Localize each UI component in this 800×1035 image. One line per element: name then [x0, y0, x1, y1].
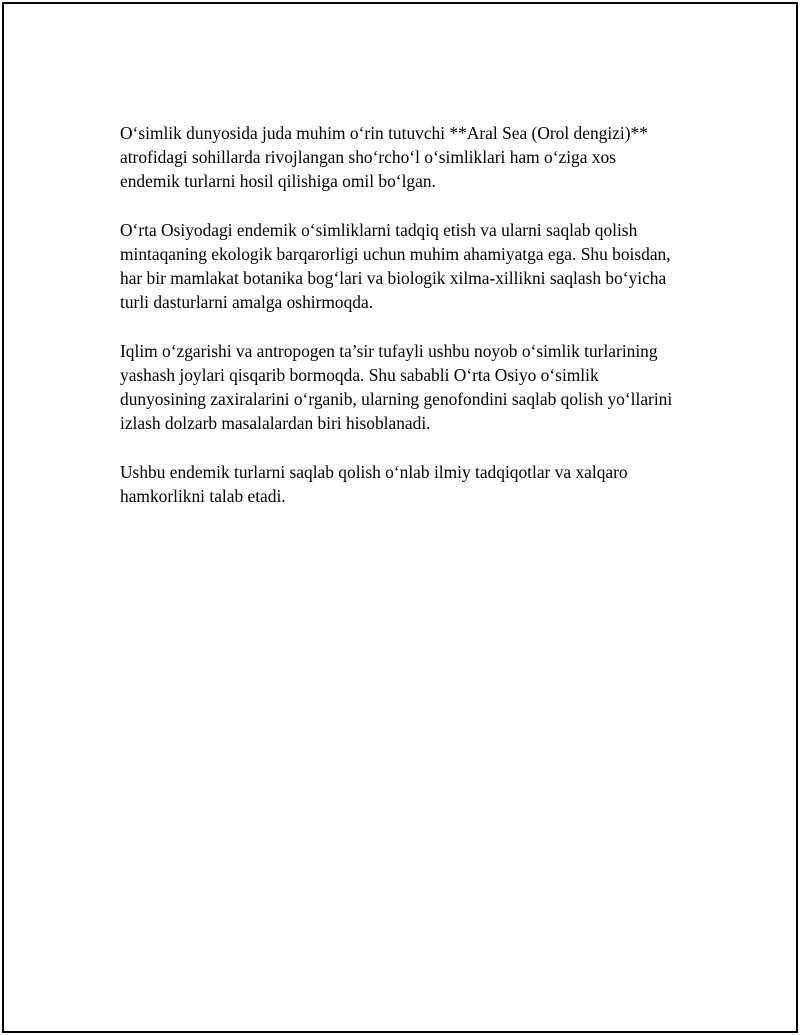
paragraph-3: Iqlim o‘zgarishi va antropogen ta’sir tufayli ushbu noyob o‘simlik turlarining yashash joylari qisqarib bormoqda. Shu sababli O‘rta Osiyo o‘simlik dunyosining zaxiralarini o‘rganib, ularning genofondini saqlab qolish yo‘llarini izlash dolzarb masalalardan biri hisoblanadi. — [120, 340, 673, 434]
paragraph-2: O‘rta Osiyodagi endemik o‘simliklarni tadqiq etish va ularni saqlab qolish mintaqaning ekologik barqarorligi uchun muhim ahamiyatga ega. Shu boisdan, har bir mamlakat botanika bog‘lari va biologik xilma-xillikni saqlash bo‘yicha turli dasturlarni amalga oshirmoqda. — [120, 219, 671, 313]
paragraph-1: O‘simlik dunyosida juda muhim o‘rin tutuvchi **Aral Sea (Orol dengizi)** atrofidagi sohillarda rivojlangan sho‘rcho‘l o‘simliklari ham o‘ziga xos endemik turlarni hosil qilishiga omil bo‘lgan. — [120, 123, 648, 192]
page-content — [120, 121, 680, 532]
paragraph-4: Ushbu endemik turlarni saqlab qolish o‘nlab ilmiy tadqiqotlar va xalqaro hamkorlikni talab etadi. — [120, 461, 628, 506]
page-frame — [2, 2, 798, 1033]
